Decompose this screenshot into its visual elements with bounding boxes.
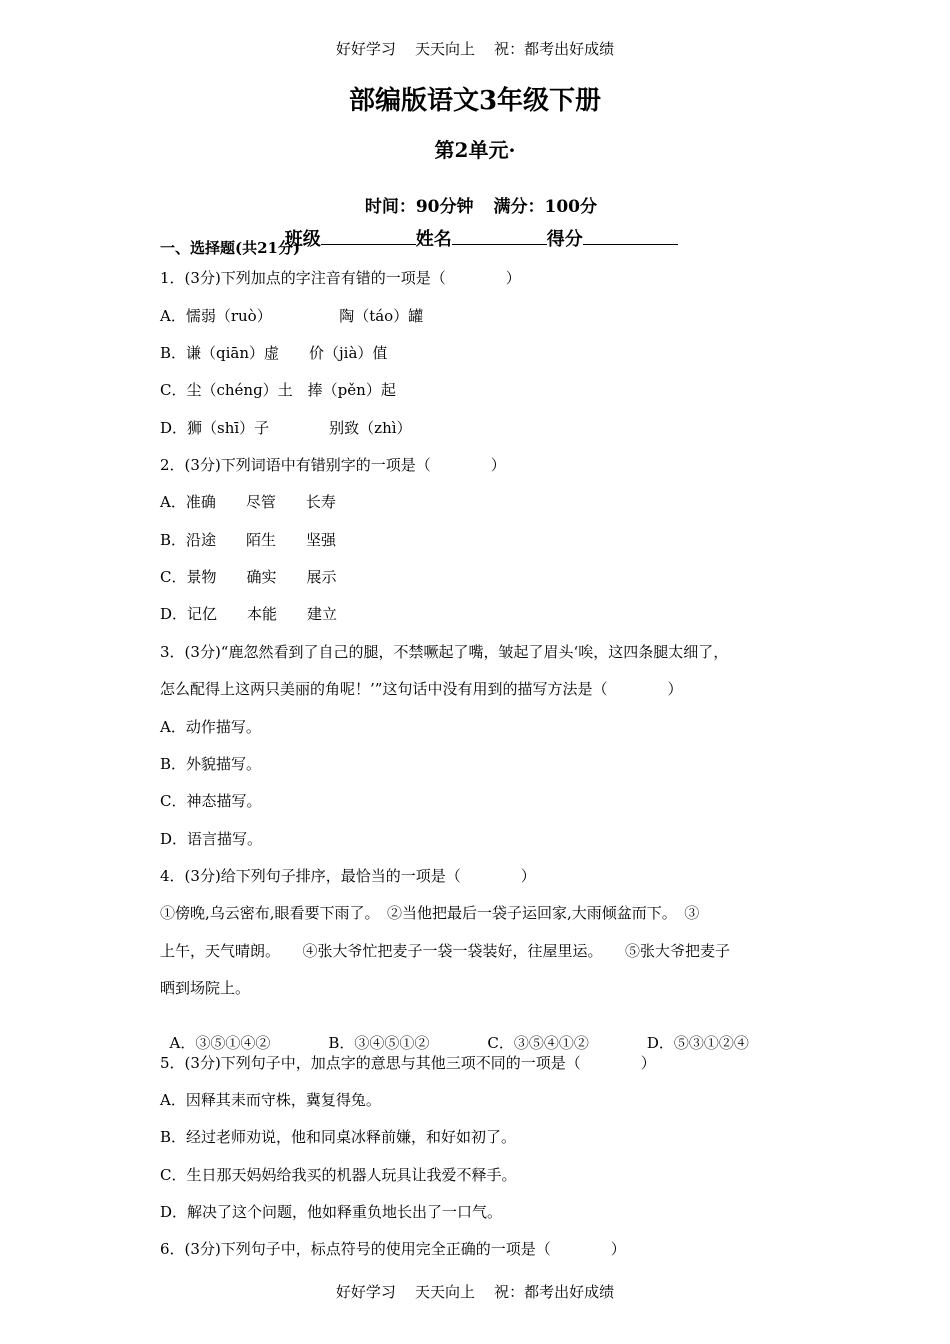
option-line: A．动作描写。 [160,718,261,736]
option-line: B．沿途 陌生 坚强 [160,531,337,549]
score-label: 得分 [546,229,583,250]
question-line: 3．(3分)“鹿忽然看到了自己的腿，不禁噘起了嘴，皱起了眉头‘唉，这四条腿太细了， [160,643,729,661]
option-line: A．准确 尽管 长寿 [160,493,336,511]
sentence-line: 上午，天气晴朗。 ④张大爷忙把麦子一袋一袋装好，往屋里运。 ⑤张大爷把麦子 [160,942,731,960]
option-line: C．生日那天妈妈给我买的机器人玩具让我爱不释手。 [160,1166,517,1184]
unit-heading: 第2单元· [434,138,516,162]
option-line: D．解决了这个问题，他如释重负地长出了一口气。 [160,1203,503,1221]
question-line: 5．(3分)下列句子中，加点字的意思与其他三项不同的一项是（ ） [160,1054,656,1072]
q4-option-b: B．③④⑤①② [328,1034,430,1052]
question-line: 6．(3分)下列句子中，标点符号的使用完全正确的一项是（ ） [160,1240,626,1258]
option-line: D．记亿 本能 建立 [160,605,338,623]
option-line: C．尘（chénɡ）土 捧（pěn）起 [160,381,396,399]
sentence-line: ①傍晚,乌云密布,眼看要下雨了。 ②当他把最后一袋子运回家,大雨倾盆而下。 ③ [160,904,700,922]
section-heading: 一、选择题(共21分) [160,239,301,257]
page-header: 好好学习 天天向上 祝：都考出好成绩 [335,40,615,58]
question-line: 1．(3分)下列加点的字注音有错的一项是（ ） [160,269,521,287]
question-line: 怎么配得上这两只美丽的角呢！’”这句话中没有用到的描写方法是（ ） [160,680,683,698]
option-line: C．神态描写。 [160,792,262,810]
q4-option-a: A．③⑤①④② [169,1034,271,1052]
score-blank [583,226,678,245]
option-line: D．狮（shī）子 别致（zhì） [160,419,412,437]
name-blank [452,226,547,245]
q4-options [160,1014,749,1053]
class-blank [321,226,416,245]
option-line: B．经过老师劝说，他和同桌冰释前嫌，和好如初了。 [160,1128,517,1146]
class-label: 班级 [284,229,321,250]
option-line: A．因释其耒而守株，冀复得兔。 [160,1091,381,1109]
q4-option-c: C．③⑤④①② [487,1034,589,1052]
time-limit: 时间：90分钟 [364,197,474,217]
question-line: 4．(3分)给下列句子排序，最恰当的一项是（ ） [160,867,536,885]
student-info [0,204,950,251]
option-line: B．外貌描写。 [160,755,262,773]
option-line: D．语言描写。 [160,830,263,848]
document-title: 部编版语文3年级下册 [348,86,602,116]
sentence-line: 晒到场院上。 [160,979,251,997]
question-line: 2．(3分)下列词语中有错别字的一项是（ ） [160,456,506,474]
option-line: A．懦弱（ruò） 陶（táo）罐 [160,307,424,325]
q4-option-d: D．⑤③①②④ [646,1034,749,1052]
name-label: 姓名 [415,229,452,250]
full-score: 满分：100分 [493,197,597,217]
option-line: B．谦（qiān）虚 价（jià）值 [160,344,388,362]
option-line: C．景物 确实 展示 [160,568,337,586]
page-footer: 好好学习 天天向上 祝：都考出好成绩 [335,1283,615,1301]
